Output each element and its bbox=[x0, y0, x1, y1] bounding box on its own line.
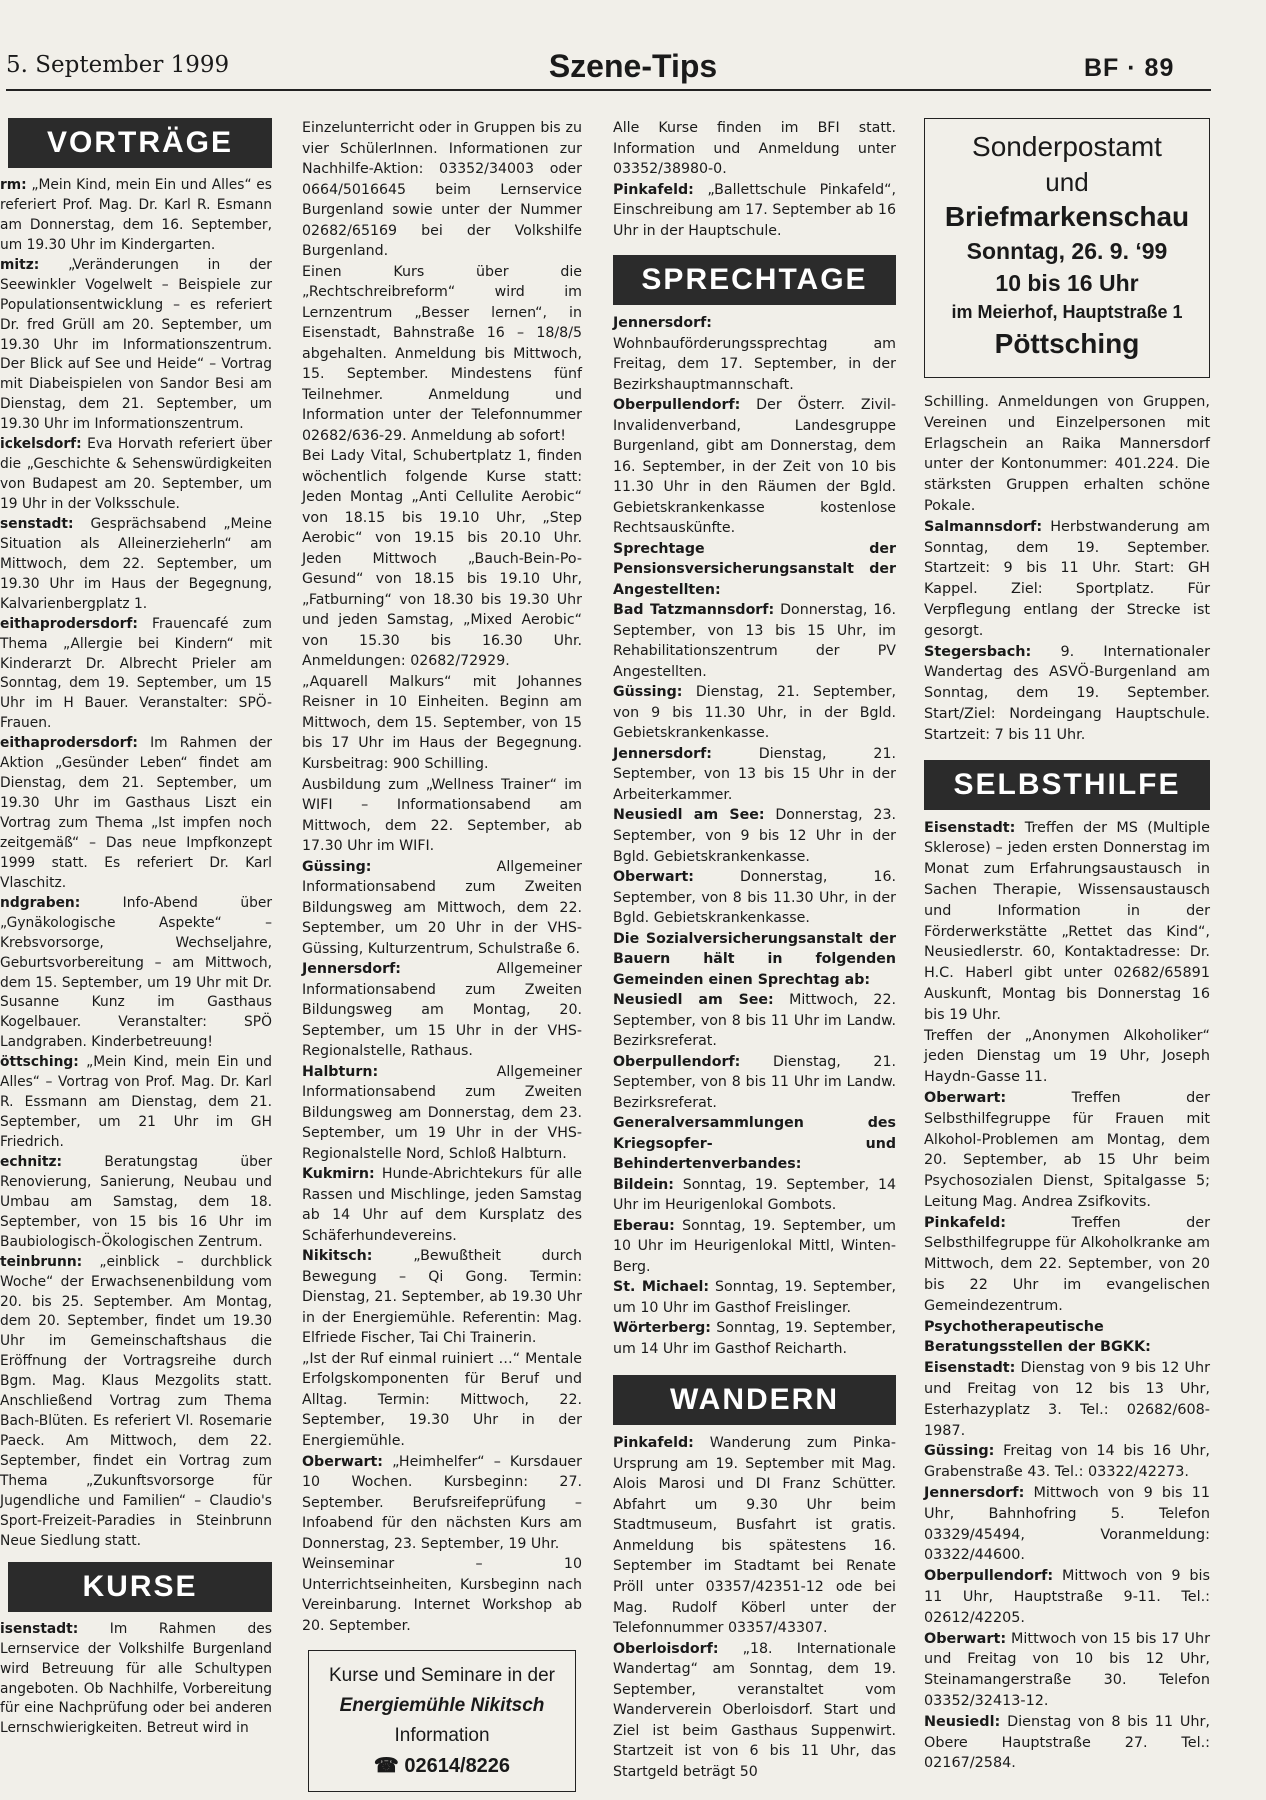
entry bbox=[924, 1483, 1210, 1566]
entry-place: echnitz: bbox=[0, 1153, 63, 1170]
entry-place: Eisenstadt: bbox=[924, 819, 1016, 836]
entry-place: Psychotherapeutische Beratungsstellen der BGKK: bbox=[924, 1318, 1151, 1356]
entry-text: „Heimhelfer“ – Kursdauer 10 Wochen. Kursbeginn: 27. September. Berufsreifeprüfung – Infoabend für den nächsten Kurs am Donnerstag, 23. September, 19 Uhr. bbox=[302, 1453, 582, 1552]
entry-place: eithaprodersdorf: bbox=[0, 735, 138, 752]
entry bbox=[613, 1277, 896, 1318]
entry bbox=[924, 1441, 1210, 1483]
entry-place: ickelsdorf: bbox=[0, 436, 82, 453]
entry-text: Im Rahmen der Aktion „Gesünder Leben“ findet am Dienstag, dem 21. September, um 19.30 Uhr im Gasthaus Liszt ein Vortrag zum Thema „Ist impfen noch zeitgemäß“ – Das neue Impfkonzept 1999 statt. Es referiert Dr. Karl Vlaschitz. bbox=[0, 735, 272, 891]
entry bbox=[0, 515, 272, 615]
ad-line: Briefmarkenschau bbox=[944, 201, 1190, 232]
entry-text: Im Rahmen des Lernservice der Volkshilfe Burgenland wird Betreuung für alle Schultypen angeboten. Ob Nachhilfe, Vorbereitung für eine Nachprüfung oder bei anderen Lernschwierigkeiten. Betreut wird in bbox=[0, 1620, 272, 1737]
entry bbox=[302, 959, 582, 1062]
entry bbox=[302, 446, 582, 672]
entry-text: „Mein Kind, mein Ein und Alles“ es referiert Prof. Mag. Dr. Karl R. Esmann am Donnerstag, dem 16. September, um 19.30 Uhr im Kindergarten. bbox=[0, 177, 272, 253]
entry bbox=[924, 1566, 1210, 1628]
entry-text: Treffen der Selbsthilfegruppe für Frauen mit Alkohol-Problemen am Montag, dem 20. September, ab 15 Uhr beim Psychosozialen Dienst, Spitalgasse 5; Leitung Mag. Andrea Zsifkovits. bbox=[924, 1089, 1210, 1210]
entry-text: Sonntag, 19. September, um 14 Uhr im Gasthof Reicharth. bbox=[613, 1320, 896, 1357]
entry bbox=[0, 1153, 272, 1253]
entry-text: Treffen der „Anonymen Alkoholiker“ jeden Dienstag um 19 Uhr, Joseph Haydn-Gasse 11. bbox=[924, 1027, 1210, 1086]
section-heading-sprechtage: SPRECHTAGE bbox=[613, 255, 896, 305]
ad-town: Pöttsching bbox=[994, 328, 1140, 359]
entry-text: Mittwoch, 22. September, von 8 bis 11 Uhr im Landw. Bezirksreferat. bbox=[613, 992, 896, 1050]
entry-text: Dienstag von 9 bis 12 Uhr und Freitag von 12 bis 13 Uhr, Esterhazyplatz 3. Tel.: 02682/608-1987. bbox=[924, 1360, 1210, 1439]
entry-place: Jennersdorf: bbox=[302, 961, 401, 978]
vortraege-list bbox=[0, 176, 272, 1552]
section-heading-wandern: WANDERN bbox=[613, 1375, 896, 1425]
entry bbox=[613, 805, 896, 867]
entry-place: Neusiedl am See: bbox=[613, 992, 774, 1009]
entry-text: Donnerstag, 23. September, von 9 bis 12 Uhr in der Bgld. Gebietskrankenkasse. bbox=[613, 807, 896, 865]
page-title: Szene-Tips bbox=[548, 48, 718, 84]
entry-place: Pinkafeld: bbox=[924, 1214, 1007, 1231]
entry-text: Sonntag, 19. September, 14 Uhr im Heurigenlokal Gombots. bbox=[613, 1176, 896, 1214]
entry-text: „Ist der Ruf einmal ruiniert …“ Mentale Erfolgskomponenten für Beruf und Alltag. Termin: Mittwoch, 22. September, 19.30 Uhr in der Energiemühle. bbox=[302, 1350, 582, 1449]
entry-text: Dienstag, 21. September, von 8 bis 11 Uhr im Landw. Bezirksreferat. bbox=[613, 1053, 896, 1111]
entry bbox=[924, 392, 1210, 517]
entry-place: Pinkafeld: bbox=[613, 1435, 694, 1452]
entry bbox=[302, 262, 582, 447]
entry-place: Oberpullendorf: bbox=[924, 1568, 1054, 1585]
entry-place: Bildein: bbox=[613, 1176, 674, 1193]
entry bbox=[924, 818, 1210, 1026]
column-4 bbox=[924, 118, 1210, 1774]
entry-text: Frauencafé zum Thema „Allergie bei Kindern“ mit Kinderarzt Dr. Albrecht Prieler am Sonntag, dem 19. September, um 15 Uhr im H Bauer. Veranstalter: SPÖ-Frauen. bbox=[0, 615, 272, 732]
entry-text: Dienstag, 21. September, von 13 bis 15 Uhr in der Arbeiterkammer. bbox=[613, 745, 896, 803]
entry-text: „Veränderungen in der Seewinkler Vogelwelt – Beispiele zur Populationsentwicklung – es referiert Dr. fred Grüll am 20. September, um 19.30 Uhr im Informationszentrum. Der Blick auf See und Heide“ – Vortrag mit Diabeispielen von Sandor Besi am Dienstag, dem 21. September, um 19.30 Uhr im Informationszentrum. bbox=[0, 256, 272, 433]
entry bbox=[302, 1349, 582, 1452]
entry-text: Sonntag, 19. September, um 10 Uhr im Gasthof Freislinger. bbox=[613, 1279, 896, 1316]
entry bbox=[613, 1639, 896, 1783]
entry bbox=[924, 1358, 1210, 1441]
entry-place: Güssing: bbox=[924, 1443, 995, 1460]
entry-place: Oberwart: bbox=[924, 1089, 1007, 1106]
entry bbox=[924, 1317, 1210, 1359]
entry-text: Allgemeiner Informationsabend zum Zweiten Bildungsweg am Donnerstag, dem 23. September, um 19 Uhr in der VHS-Regionalstelle Nord, Schloß Halbturn. bbox=[302, 1063, 582, 1162]
entry bbox=[924, 1026, 1210, 1088]
entry-text: „Mein Kind, mein Ein und Alles“ – Vortrag von Prof. Mag. Dr. Karl R. Essmann am Dienstag, dem 21. September, um 21 Uhr im GH Friedrich. bbox=[0, 1054, 272, 1150]
entry-place: isenstadt: bbox=[0, 1620, 79, 1637]
entry bbox=[0, 734, 272, 894]
entry-text: 9. Internationaler Wandertag des ASVÖ-Burgenland am Sonntag, dem 19. September. Start/Ziel: Nordeingang Hauptschule. Startzeit: 7 bis 11 Uhr. bbox=[924, 643, 1210, 743]
entry bbox=[613, 929, 896, 991]
entry-place: Güssing: bbox=[302, 858, 372, 875]
entry bbox=[302, 1554, 582, 1636]
entry-place: Neusiedl am See: bbox=[613, 807, 765, 824]
entry bbox=[613, 313, 896, 395]
entry-text: Wanderung zum Pinka-Ursprung am 19. September mit Mag. Alois Marosi und DI Franz Schütter. Abfahrt um 9.30 Uhr beim Stadtmuseum, Busfahrt ist gratis. Anmeldung bis spätestens 16. September im Stadtamt bei Renate Pröll unter 03357/42351-12 ode bei Mag. Rudolf Köberl unter der Telefonnummer 03357/43307. bbox=[613, 1435, 896, 1637]
entry-text: Donnerstag, 16. September, von 13 bis 15 Uhr, im Rehabilitationszentrum der PV Angestellten. bbox=[613, 602, 896, 680]
entry-text: Mittwoch von 9 bis 11 Uhr, Hauptstraße 9-11. Tel.: 02612/42205. bbox=[924, 1568, 1210, 1626]
entry-place: Pinkafeld: bbox=[613, 181, 694, 198]
wandern-continued bbox=[924, 392, 1210, 746]
ad-venue: Energiemühle Nikitsch bbox=[339, 1695, 545, 1717]
entry bbox=[302, 775, 582, 857]
entry bbox=[0, 1053, 272, 1153]
entry bbox=[302, 1452, 582, 1555]
entry bbox=[924, 642, 1210, 746]
entry bbox=[613, 118, 896, 180]
entry bbox=[0, 256, 272, 435]
issue-date: 5. September 1999 bbox=[6, 52, 230, 78]
entry bbox=[613, 180, 896, 242]
entry bbox=[0, 1253, 272, 1552]
entry-text: Sonntag, 19. September, um 10 Uhr im Heurigenlokal Mittl, Winten-Berg. bbox=[613, 1217, 896, 1275]
entry bbox=[302, 1246, 582, 1349]
entry bbox=[924, 517, 1210, 642]
entry-place: senstadt: bbox=[0, 515, 74, 532]
entry bbox=[613, 1318, 896, 1359]
entry bbox=[302, 672, 582, 775]
entry-place: Die Sozialversicherungsanstalt der Bauern hält in folgenden Gemeinden einen Sprechtag ab: bbox=[613, 930, 896, 988]
entry-text: Weinseminar – 10 Unterrichtseinheiten, Kursbeginn nach Vereinbarung. Internet Workshop ab 20. September. bbox=[302, 1556, 582, 1634]
entry-place: Nikitsch: bbox=[302, 1248, 373, 1265]
entry-text: Herbstwanderung am Sonntag, dem 19. September. Startzeit: 9 bis 11 Uhr. Start: GH Kappel. Ziel: Sportplatz. Für Verpflegung entlang der Strecke ist gesorgt. bbox=[924, 518, 1210, 639]
entry bbox=[302, 857, 582, 960]
entry bbox=[0, 894, 272, 1054]
entry-text: Schilling. Anmeldungen von Gruppen, Vereinen und Einzelpersonen mit Erlagschein an Raika Mannersdorf unter der Kontonummer: 401.224. Die stärksten Gruppen erhalten schöne Pokale. bbox=[924, 394, 1210, 514]
entry-text: Beratungstag über Renovierung, Sanierung, Neubau und Umbau am Samstag, dem 18. September, von 15 bis 16 Uhr im Baubiologisch-Ökologischen Zentrum. bbox=[0, 1153, 272, 1250]
entry bbox=[613, 744, 896, 806]
entry bbox=[613, 1433, 896, 1638]
entry-place: öttsching: bbox=[0, 1054, 79, 1071]
entry-text: „Ballettschule Pinkafeld“, Einschreibung am 17. September ab 16 Uhr in der Hauptschule. bbox=[613, 181, 896, 239]
entry bbox=[302, 1164, 582, 1246]
entry-place: Stegersbach: bbox=[924, 643, 1032, 660]
entry-place: Jennersdorf: bbox=[613, 315, 712, 332]
entry-text: Wohnbauförderungssprechtag am Freitag, dem 17. September, in der Bezirkshauptmannschaft. bbox=[613, 335, 896, 393]
entry bbox=[613, 1175, 896, 1216]
entry bbox=[613, 600, 896, 682]
entry-place: Wörterberg: bbox=[613, 1320, 711, 1337]
entry bbox=[613, 1113, 896, 1175]
entry bbox=[613, 1216, 896, 1278]
kurse-list bbox=[302, 118, 582, 1636]
header-rule bbox=[6, 89, 1211, 91]
entry bbox=[0, 176, 272, 256]
entry-text: Einen Kurs über die „Rechtschreibreform“ wird im Lernzentrum „Besser lernen“, in Eisenstadt, Bahnstraße 16 – 18/8/5 abgehalten. Anmeldung bis Mittwoch, 15. September. Mindestens fünf Teilnehmer. Anmeldung und Information unter der Telefonnummer 02682/636-29. Anmeldung ab sofort! bbox=[302, 263, 582, 444]
entry-place: Oberloisdorf: bbox=[613, 1640, 719, 1657]
entry bbox=[613, 395, 896, 539]
entry bbox=[924, 1629, 1210, 1712]
section-heading-selbsthilfe: SELBSTHILFE bbox=[924, 760, 1210, 810]
entry-place: Oberpullendorf: bbox=[613, 397, 741, 414]
entry-place: Halbturn: bbox=[302, 1063, 379, 1080]
entry-text: Bei Lady Vital, Schubertplatz 1, finden wöchentlich folgende Kurse statt: Jeden Montag „Anti Cellulite Aerobic“ von 18.15 bis 19.10 Uhr, „Step Aerobic“ von 19.15 bis 20.10 Uhr. Jeden Mittwoch „Bauch-Bein-Po-Gesund“ von 18.15 bis 19.10 Uhr, „Fatburning“ von 18.30 bis 19.30 Uhr und jeden Samstag, „Mixed Aerobic“ von 15.30 bis 16.30 Uhr. Anmeldungen: 02682/72929. bbox=[302, 448, 582, 670]
entry-place: Bad Tatzmannsdorf: bbox=[613, 602, 775, 619]
entry-place: ndgraben: bbox=[0, 894, 81, 911]
ad-location: im Meierhof, Hauptstraße 1 bbox=[951, 302, 1183, 322]
ad-line: und bbox=[1045, 167, 1089, 197]
entry-text: Treffen der Selbsthilfegruppe für Alkoholkranke am Mittwoch, dem 22. September, von 20 bis 22 Uhr im evangelischen Gemeindezentrum. bbox=[924, 1214, 1210, 1314]
entry-text: Dienstag, 21. September, von 9 bis 11.30 Uhr, in der Bgld. Gebietskrankenkasse. bbox=[613, 684, 896, 742]
ad-date: Sonntag, 26. 9. ‘99 bbox=[966, 238, 1168, 264]
entry bbox=[613, 1052, 896, 1114]
entry-text: Donnerstag, 16. September, von 8 bis 11.30 Uhr, in der Bgld. Gebietskrankenkasse. bbox=[613, 869, 896, 927]
entry-text: Gesprächsabend „Meine Situation als Alleinerzieherln“ am Mittwoch, dem 22. September, um 19.30 Uhr im Haus der Begegnung, Kalvarienbergplatz 1. bbox=[0, 515, 272, 612]
entry-text: Allgemeiner Informationsabend zum Zweiten Bildungsweg am Mittwoch, dem 22. September, um 20 Uhr in der VHS-Güssing, Kulturzentrum, Schulstraße 6. bbox=[302, 858, 582, 957]
section-heading-vortraege: VORTRÄGE bbox=[8, 118, 272, 168]
entry-text: Treffen der MS (Multiple Sklerose) – jeden ersten Donnerstag im Monat zum Erfahrungsaustausch in Sachen Therapie, Wissensaustausch und Information in der Förderwerkstätte „Rettet das Kind“, Neusiedlerstr. 60, Kontaktadresse: Dr. H.C. Haberl gibt unter 02682/65891 Auskunft, Montag bis Donnerstag 16 bis 19 Uhr. bbox=[924, 819, 1210, 1023]
entry-text: Info-Abend über „Gynäkologische Aspekte“ – Krebsvorsorge, Wechseljahre, Geburtsvorbereitung – am Mittwoch, dem 15. September, um 19 Uhr mit Dr. Susanne Kunz im Gasthaus Kogelbauer. Veranstalter: SPÖ Landgraben. Kinderbetreuung! bbox=[0, 894, 272, 1051]
entry-place: teinbrunn: bbox=[0, 1253, 83, 1270]
entry-place: Neusiedl: bbox=[924, 1713, 1001, 1730]
entry-text: Einzelunterricht oder in Gruppen bis zu vier SchülerInnen. Informationen zur Nachhilfe-Aktion: 03352/34003 oder 0664/5016645 beim Lernservice Burgenland sowie unter der Nummer 02682/65169 bei der Volkshilfe Burgenland. bbox=[302, 120, 582, 260]
entry-place: Oberpullendorf: bbox=[613, 1053, 741, 1070]
entry-text: Eva Horvath referiert über die „Geschichte & Sehenswürdigkeiten von Budapest am 20. September, um 19 Uhr in der Volksschule. bbox=[0, 436, 272, 512]
entry bbox=[613, 867, 896, 929]
entry-text: „Aquarell Malkurs“ mit Johannes Reisner in 10 Einheiten. Beginn am Mittwoch, dem 15. September, von 15 bis 17 Uhr im Haus der Begegnung. Kursbeitrag: 900 Schilling. bbox=[302, 673, 582, 772]
ad-time: 10 bis 16 Uhr bbox=[995, 270, 1139, 296]
page-header bbox=[0, 0, 1266, 95]
entry-place: Oberwart: bbox=[302, 1453, 383, 1470]
entry-text: Freitag von 14 bis 16 Uhr, Grabenstraße 43. Tel.: 03322/42273. bbox=[924, 1443, 1210, 1481]
entry-text: „einblick – durchblick Woche“ der Erwachsenenbildung vom 20. bis 25. September. Am Montag, dem 20. September, findet um 19.30 Uhr im Gemeinschaftshaus die Eröffnung der Vortragsreihe durch Bgm. Mag. Klaus Mezgolits statt. Anschließend Vortrag zum Thema Bach-Blüten. Es referiert Vl. Rosemarie Paeck. Am Mittwoch, dem 22. September, findet ein Vortrag zum Thema „Zukunftsvorsorge für Jugendliche und Familien“ – Claudio's Sport-Freizeit-Paradies in Steinbrunn Neue Siedlung statt. bbox=[0, 1253, 272, 1549]
entry-text: Hunde-Abrichtekurs für alle Rassen und Mischlinge, jeden Samstag ab 14 Uhr auf dem Kursplatz des Schäferhundevereins. bbox=[302, 1166, 582, 1244]
entry-text: Der Österr. Zivil-Invalidenverband, Landesgruppe Burgenland, gibt am Donnerstag, dem 16. September, in der Zeit von 10 bis 11.30 Uhr in den Räumen der Bgld. Gebietskrankenkasse kostenlose Rechtsauskünfte. bbox=[613, 397, 896, 537]
entry-place: eithaprodersdorf: bbox=[0, 615, 138, 632]
entry bbox=[613, 682, 896, 744]
column-3 bbox=[613, 118, 896, 1782]
entry bbox=[924, 1088, 1210, 1213]
column-2 bbox=[302, 118, 582, 1792]
entry-place: Sprechtage der Pensionsversicherungsanstalt der Angestellten: bbox=[613, 540, 896, 598]
entry-place: mitz: bbox=[0, 256, 40, 273]
entry-text: „18. Internationale Wandertag“ am Sonntag, dem 19. September, veranstaltet vom Wanderverein Oberloisdorf. Start und Ziel ist beim Gasthaus Suppenwirt. Startzeit ist von 6 bis 11 Uhr, das Startgeld beträgt 50 bbox=[613, 1640, 896, 1780]
kurse-continued bbox=[613, 118, 896, 241]
entry-place: Oberwart: bbox=[924, 1630, 1007, 1647]
entry-place: Oberwart: bbox=[613, 869, 694, 886]
entry-text: Mittwoch von 9 bis 11 Uhr, Bahnhofring 5. Telefon 03329/45494, Voranmeldung: 03322/44600. bbox=[924, 1485, 1210, 1564]
entry-place: St. Michael: bbox=[613, 1279, 710, 1296]
entry bbox=[924, 1213, 1210, 1317]
entry bbox=[0, 615, 272, 735]
entry bbox=[613, 990, 896, 1052]
entry-place: Salmannsdorf: bbox=[924, 518, 1043, 535]
ad-sonderpostamt bbox=[924, 118, 1210, 378]
entry-place: Jennersdorf: bbox=[924, 1485, 1025, 1502]
entry-place: Güssing: bbox=[613, 684, 683, 701]
column-1 bbox=[0, 118, 272, 1739]
entry bbox=[613, 539, 896, 601]
ad-phone: ☎ 02614/8226 bbox=[373, 1755, 511, 1778]
entry-text: Mittwoch von 15 bis 17 Uhr und Freitag von 10 bis 12 Uhr, Steinamangerstraße 30. Telefon 03352/32413-12. bbox=[924, 1630, 1210, 1710]
ad-energiemuehle bbox=[308, 1650, 576, 1792]
entry-place: Kukmirn: bbox=[302, 1166, 375, 1183]
entry-place: Generalversammlungen des Kriegsopfer- und Behindertenverbandes: bbox=[613, 1115, 896, 1173]
ad-line: Kurse und Seminare in der bbox=[328, 1665, 555, 1687]
ad-line: Information bbox=[394, 1725, 490, 1747]
entry-place: Eisenstadt: bbox=[924, 1360, 1016, 1377]
entry bbox=[0, 435, 272, 515]
entry-text: Allgemeiner Informationsabend zum Zweiten Bildungsweg am Montag, 20. September, um 15 Uhr in der VHS-Regionalstelle, Rathaus. bbox=[302, 961, 582, 1060]
entry bbox=[302, 1062, 582, 1165]
entry-place: Eberau: bbox=[613, 1217, 675, 1234]
section-heading-kurse: KURSE bbox=[8, 1562, 272, 1612]
ad-line: Sonderpostamt bbox=[972, 131, 1162, 162]
entry bbox=[924, 1712, 1210, 1774]
entry-text: Ausbildung zum „Wellness Trainer“ im WIFI – Informationsabend am Mittwoch, dem 22. September, ab 17.30 Uhr im WIFI. bbox=[302, 776, 582, 855]
entry-place: Jennersdorf: bbox=[613, 745, 712, 762]
sprechtage-list bbox=[613, 313, 896, 1359]
page-number: BF · 89 bbox=[1084, 54, 1175, 82]
entry-text: Alle Kurse finden im BFI statt. Information und Anmeldung unter 03352/38980-0. bbox=[613, 120, 896, 178]
entry-text: Dienstag von 8 bis 11 Uhr, Obere Hauptstraße 27. Tel.: 02167/2584. bbox=[924, 1713, 1210, 1772]
kurse-entry bbox=[0, 1620, 272, 1740]
selbsthilfe-list bbox=[924, 818, 1210, 1775]
wandern-list bbox=[613, 1433, 896, 1782]
entry-place: rm: bbox=[0, 177, 27, 193]
entry-text: „Bewußtheit durch Bewegung – Qi Gong. Termin: Dienstag, 21. September, ab 19.30 Uhr in der Energiemühle. Referentin: Mag. Elfriede Fischer, Tai Chi Trainerin. bbox=[302, 1248, 582, 1347]
entry bbox=[302, 118, 582, 262]
